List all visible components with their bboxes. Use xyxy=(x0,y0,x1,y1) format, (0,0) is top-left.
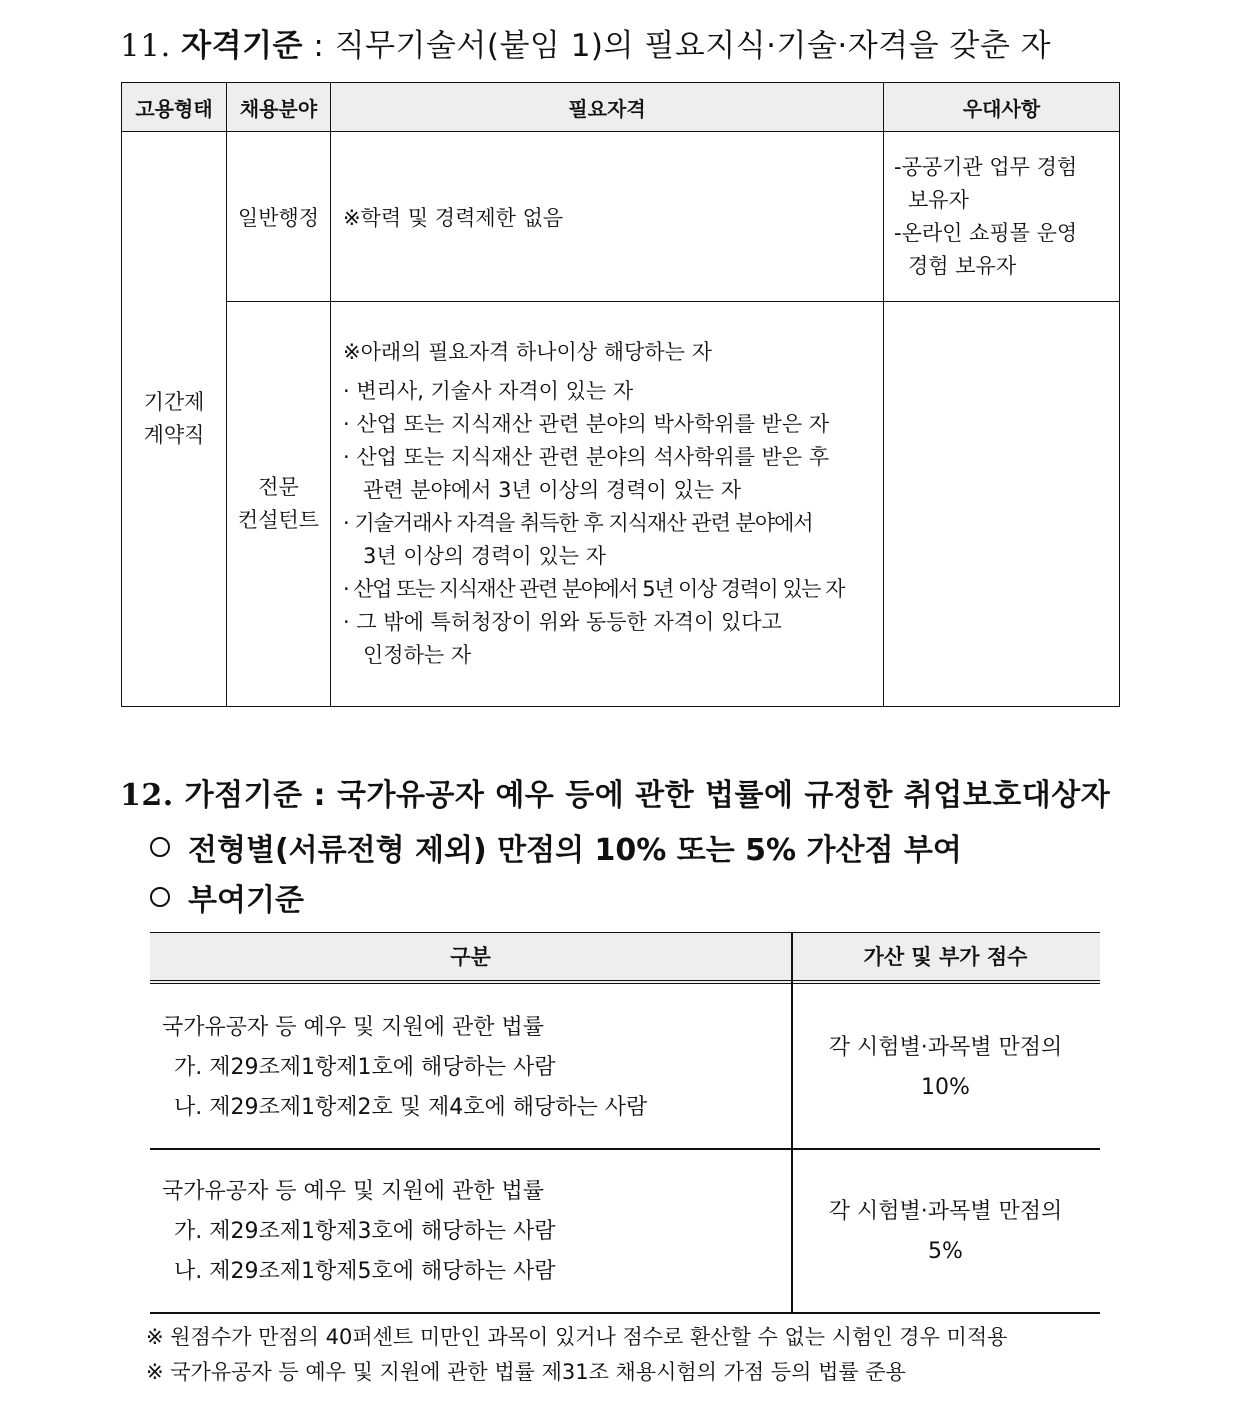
qualification-line: ※아래의 필요자격 하나이상 해당하는 자 xyxy=(343,340,712,364)
field-cell xyxy=(227,132,331,302)
employment-type-cell xyxy=(122,132,227,707)
section-number: 11. xyxy=(120,28,171,64)
qualification-line: 인정하는 자 xyxy=(363,643,472,667)
qualification-table xyxy=(121,82,1120,707)
qualification-line: 3년 이상의 경력이 있는 자 xyxy=(363,544,606,568)
score-cell xyxy=(791,1192,1100,1272)
field-cell xyxy=(227,302,331,707)
law-line: 나. 제29조제1항제2호 및 제4호에 해당하는 사람 xyxy=(174,1095,648,1120)
qualification-line: · 기술거래사 자격을 취득한 후 지식재산 관련 분야에서 xyxy=(343,511,813,535)
qualification-line: · 산업 또는 지식재산 관련 분야의 석사학위를 받은 후 xyxy=(343,445,830,469)
header-preference: 우대사항 xyxy=(884,83,1120,132)
score-line: 각 시험별·과목별 만점의 xyxy=(828,1035,1063,1060)
qualification-line: · 그 밖에 특허청장이 위와 동등한 자격이 있다고 xyxy=(343,610,782,634)
row-divider xyxy=(150,1148,1100,1150)
section-12-heading xyxy=(120,770,1110,814)
employment-type-line: 계약직 xyxy=(143,423,205,447)
header-employment-type: 고용형태 xyxy=(122,83,227,132)
footnote: ※ 국가유공자 등 예우 및 지원에 관한 법률 제31조 채용시험의 가점 등의 법률 준용 xyxy=(146,1360,906,1384)
preference-line: 보유자 xyxy=(908,187,969,212)
section-description: 국가유공자 예우 등에 관한 법률에 규정한 취업보호대상자 xyxy=(336,778,1111,813)
score-line: 각 시험별·과목별 만점의 xyxy=(828,1199,1063,1224)
preference-line: 경험 보유자 xyxy=(908,253,1017,278)
bullet-text: 부여기준 xyxy=(188,883,304,918)
table-row xyxy=(122,302,1120,707)
employment-type-line: 기간제 xyxy=(143,390,205,414)
score-cell xyxy=(791,1028,1100,1108)
section-title: 가점기준 xyxy=(184,778,303,813)
law-cell xyxy=(162,1172,556,1292)
bullet-item xyxy=(150,825,962,869)
qualification-cell xyxy=(331,302,884,707)
qualification-cell xyxy=(331,132,884,302)
field-label: 컨설턴트 xyxy=(237,508,320,532)
section-description: 직무기술서(붙임 1)의 필요지식·기술·자격을 갖춘 자 xyxy=(334,28,1052,64)
qualification-line: 관련 분야에서 3년 이상의 경력이 있는 자 xyxy=(363,478,741,502)
section-colon: : xyxy=(313,778,327,813)
law-line: 국가유공자 등 예우 및 지원에 관한 법률 xyxy=(162,1179,544,1204)
circle-bullet-icon xyxy=(150,887,170,907)
field-label: 일반행정 xyxy=(237,205,320,230)
circle-bullet-icon xyxy=(150,837,170,857)
table-row xyxy=(122,132,1120,302)
preference-cell xyxy=(884,302,1120,707)
table-header-row xyxy=(150,932,1100,984)
header-category: 구분 xyxy=(450,945,491,969)
header-qualification: 필요자격 xyxy=(331,83,884,132)
law-line: 가. 제29조제1항제3호에 해당하는 사람 xyxy=(174,1219,556,1244)
qualification-text: ※학력 및 경력제한 없음 xyxy=(343,205,564,230)
table-header-row xyxy=(122,83,1120,132)
score-line: 10% xyxy=(921,1075,970,1100)
qualification-line: · 산업 또는 지식재산 관련 분야의 박사학위를 받은 자 xyxy=(343,412,830,436)
section-colon: : xyxy=(313,28,325,64)
section-11-heading xyxy=(120,20,1051,65)
footnote: ※ 원점수가 만점의 40퍼센트 미만인 과목이 있거나 점수로 환산할 수 없는 시험인 경우 미적용 xyxy=(146,1325,1008,1349)
preference-cell xyxy=(884,132,1120,302)
qualification-line: · 변리사, 기술사 자격이 있는 자 xyxy=(343,379,634,403)
preference-line: -공공기관 업무 경험 xyxy=(894,154,1078,179)
header-field: 채용분야 xyxy=(227,83,331,132)
table-bottom-border xyxy=(150,1312,1100,1314)
header-score: 가산 및 부가 점수 xyxy=(863,945,1028,969)
law-cell xyxy=(162,1008,647,1128)
law-line: 가. 제29조제1항제1호에 해당하는 사람 xyxy=(174,1055,556,1080)
law-line: 국가유공자 등 예우 및 지원에 관한 법률 xyxy=(162,1015,544,1040)
law-line: 나. 제29조제1항제5호에 해당하는 사람 xyxy=(174,1259,556,1284)
section-title: 자격기준 xyxy=(181,28,303,64)
section-number: 12. xyxy=(120,778,174,813)
score-line: 5% xyxy=(928,1239,963,1264)
preference-line: -온라인 쇼핑몰 운영 xyxy=(894,220,1078,245)
qualification-line: · 산업 또는 지식재산 관련 분야에서 5년 이상 경력이 있는 자 xyxy=(343,577,844,601)
bullet-item xyxy=(150,875,304,919)
field-label: 전문 xyxy=(258,475,299,499)
bullet-text: 전형별(서류전형 제외) 만점의 10% 또는 5% 가산점 부여 xyxy=(188,833,962,868)
